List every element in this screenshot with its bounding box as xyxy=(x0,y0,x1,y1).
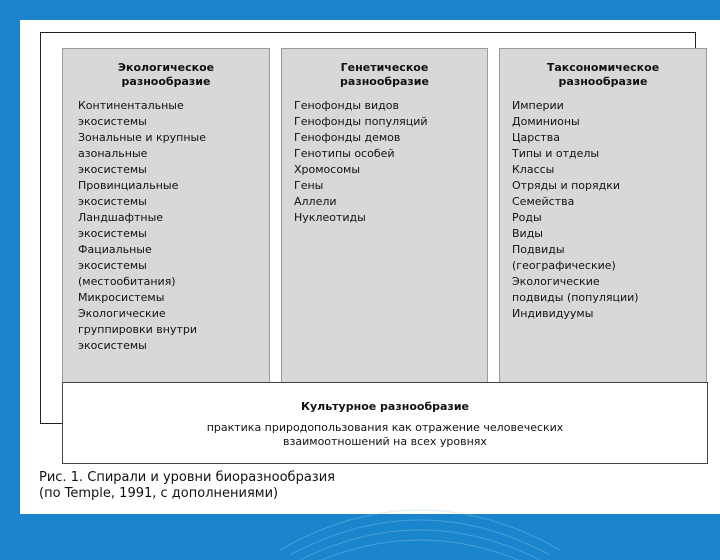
list-item: экосистемы xyxy=(78,115,147,128)
list-item: Классы xyxy=(512,163,555,176)
genetic-diversity-list xyxy=(282,98,487,226)
ecological-diversity-list xyxy=(63,98,269,354)
list-item: Виды xyxy=(512,227,543,240)
list-item: экосистемы xyxy=(78,259,147,272)
list-item: Хромосомы xyxy=(294,163,361,176)
list-item: Экологические xyxy=(78,307,166,320)
list-item: Доминионы xyxy=(512,115,580,128)
slide xyxy=(20,20,720,514)
figure-caption: Рис. 1. Спирали и уровни биоразнообразия (по Temple, 1991, с дополнениями) xyxy=(39,470,335,501)
cultural-diversity-box xyxy=(62,382,708,464)
genetic-diversity-title: Генетическое разнообразие xyxy=(340,61,429,88)
list-item: экосистемы xyxy=(78,339,147,352)
list-item: Генофонды демов xyxy=(294,131,401,144)
list-item: Провинциальные xyxy=(78,179,179,192)
list-item: группировки внутри xyxy=(78,323,198,336)
list-item: Генотипы особей xyxy=(294,147,395,160)
list-item: Континентальные xyxy=(78,99,184,112)
list-item: Экологические xyxy=(512,275,600,288)
list-item: Генофонды видов xyxy=(294,99,399,112)
list-item: Фациальные xyxy=(78,243,152,256)
list-item: Роды xyxy=(512,211,542,224)
ecological-diversity-title: Экологическое разнообразие xyxy=(117,61,215,88)
ecological-diversity-panel xyxy=(62,48,270,388)
list-item: азональные xyxy=(78,147,148,160)
cultural-diversity-description: практика природопользования как отражение человеческих взаимоотношений на всех уровнях xyxy=(206,421,564,448)
list-item: Аллели xyxy=(294,195,337,208)
genetic-diversity-panel xyxy=(281,48,488,388)
list-item: Империи xyxy=(512,99,564,112)
list-item: Типы и отделы xyxy=(512,147,600,160)
list-item: Зональные и крупные xyxy=(78,131,206,144)
list-item: Отряды и порядки xyxy=(512,179,621,192)
list-item: (местообитания) xyxy=(78,275,176,288)
list-item: подвиды (популяции) xyxy=(512,291,639,304)
taxonomic-diversity-panel xyxy=(499,48,707,388)
list-item: Индивидуумы xyxy=(512,307,594,320)
list-item: Микросистемы xyxy=(78,291,165,304)
list-item: Гены xyxy=(294,179,324,192)
list-item: Генофонды популяций xyxy=(294,115,428,128)
list-item: Нуклеотиды xyxy=(294,211,366,224)
list-item: Семейства xyxy=(512,195,575,208)
list-item: экосистемы xyxy=(78,195,147,208)
list-item: экосистемы xyxy=(78,163,147,176)
cultural-diversity-title: Культурное разнообразие xyxy=(301,400,469,413)
list-item: (географические) xyxy=(512,259,616,272)
taxonomic-diversity-title: Таксономическое разнообразие xyxy=(546,61,660,88)
list-item: Царства xyxy=(512,131,560,144)
taxonomic-diversity-list xyxy=(500,98,706,322)
list-item: Подвиды xyxy=(512,243,565,256)
list-item: экосистемы xyxy=(78,227,147,240)
list-item: Ландшафтные xyxy=(78,211,164,224)
